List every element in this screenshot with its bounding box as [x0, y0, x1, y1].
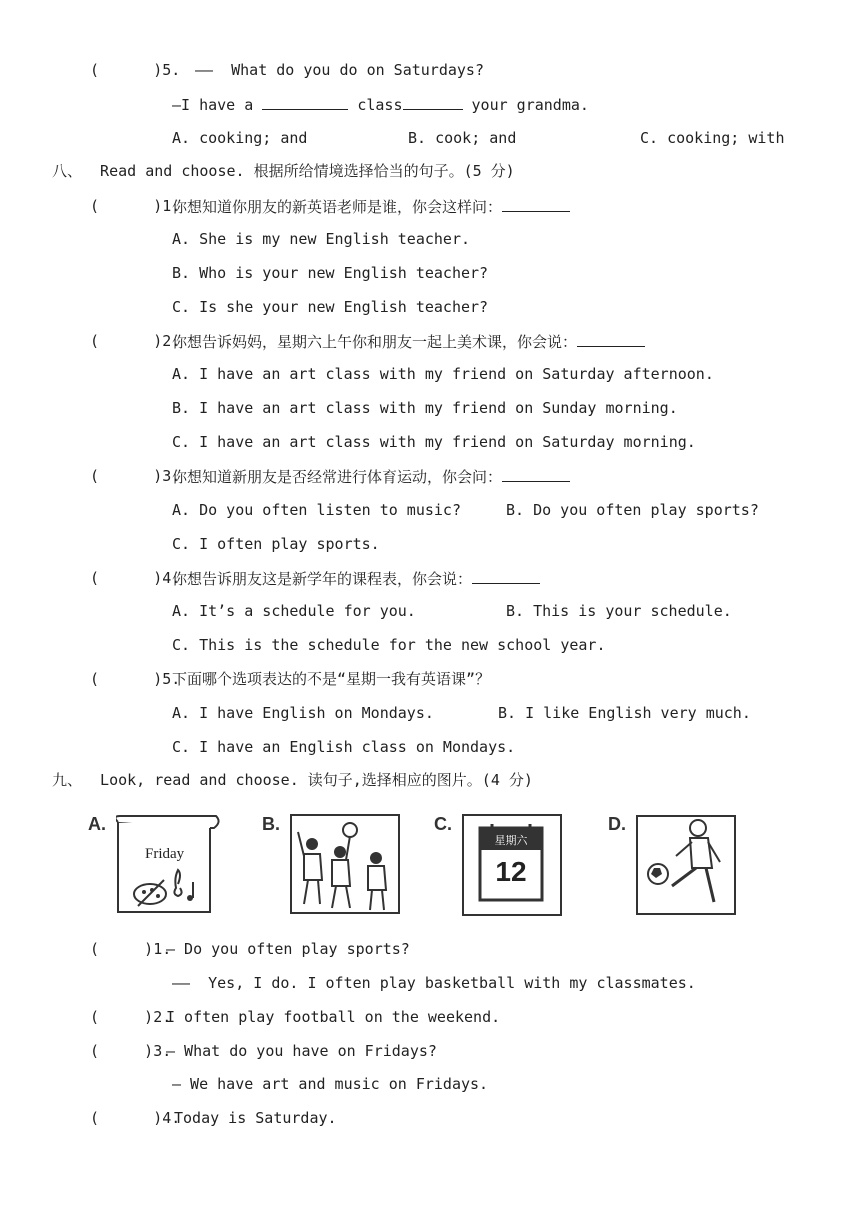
calendar-date: 12 — [495, 856, 527, 887]
s8-q4-option-a: A. It’s a schedule for you. — [172, 602, 416, 620]
s8-q2-option-a: A. I have an art class with my friend on Saturday afternoon. — [172, 365, 714, 383]
s8-q1-number: ( )1. — [90, 197, 181, 215]
picture-d-letter: D. — [608, 814, 626, 834]
s9-q1-number: ( )1. — [90, 940, 172, 958]
s9-q4-sentence: Today is Saturday. — [174, 1109, 337, 1127]
s9-q3-answer: — We have art and music on Fridays. — [172, 1075, 489, 1093]
s8-q5-prompt: 下面哪个选项表达的不是“星期一我有英语课”？ — [172, 670, 491, 688]
s8-q2-number: ( )2. — [90, 332, 181, 350]
s8-q2-option-c: C. I have an art class with my friend on Saturday morning. — [172, 433, 696, 451]
s8-q4-prompt — [172, 568, 540, 589]
s8-q3-prompt — [172, 466, 570, 487]
s8-q3-number: ( )3. — [90, 467, 181, 485]
s8-q4-number: ( )4. — [90, 569, 181, 587]
picture-d — [608, 812, 748, 918]
answer-blank[interactable] — [577, 331, 645, 347]
picture-b — [262, 812, 402, 918]
picture-a-letter: A. — [88, 814, 106, 834]
picture-a-word: Friday — [145, 846, 185, 862]
s8-q5-option-c: C. I have an English class on Mondays. — [172, 738, 516, 756]
s8-q1-text: 你想知道你朋友的新英语老师是谁，你会这样问： — [172, 198, 503, 216]
q7-5-answer — [172, 94, 589, 115]
s8-q5-option-b: B. I like English very much. — [498, 704, 751, 722]
basketball-players-icon — [290, 814, 400, 916]
answer-blank[interactable] — [262, 94, 348, 110]
s8-q3-option-a: A. Do you often listen to music? — [172, 501, 461, 519]
s8-q4-text: 你想告诉朋友这是新学年的课程表，你会说： — [172, 570, 473, 588]
picture-b-letter: B. — [262, 814, 280, 834]
s9-q2-sentence: I often play football on the weekend. — [166, 1008, 501, 1026]
s8-q2-prompt — [172, 331, 645, 352]
football-player-icon — [636, 812, 736, 916]
schedule-scroll-icon — [116, 814, 224, 916]
s9-q3-number: ( )3. — [90, 1042, 172, 1060]
q7-5-option-c: C. cooking; with — [640, 129, 785, 147]
s9-q2-number: ( )2. — [90, 1008, 172, 1026]
q7-5-answer-part-a: —I have a — [172, 96, 254, 114]
s8-q2-text: 你想告诉妈妈，星期六上午你和朋友一起上美术课，你会说： — [172, 333, 578, 351]
s8-q3-text: 你想知道新朋友是否经常进行体育运动，你会问： — [172, 468, 503, 486]
q7-5-question: —— What do you do on Saturdays? — [195, 61, 484, 79]
answer-blank[interactable] — [403, 94, 463, 110]
s8-q5-option-a: A. I have English on Mondays. — [172, 704, 434, 722]
answer-blank[interactable] — [472, 568, 540, 584]
s8-q5-number: ( )5. — [90, 670, 181, 688]
picture-a — [88, 812, 228, 918]
s8-q1-prompt — [172, 196, 570, 217]
s8-q3-option-c: C. I often play sports. — [172, 535, 380, 553]
s8-q1-option-c: C. Is she your new English teacher? — [172, 298, 489, 316]
picture-c-letter: C. — [434, 814, 452, 834]
picture-c — [434, 812, 574, 918]
q7-5-answer-part-b: class — [357, 96, 403, 114]
s9-q4-number: ( )4. — [90, 1109, 181, 1127]
s8-q3-option-b: B. Do you often play sports? — [506, 501, 759, 519]
s8-q1-option-b: B. Who is your new English teacher? — [172, 264, 489, 282]
s9-q1-question: — Do you often play sports? — [166, 940, 410, 958]
q7-5-option-b: B. cook; and — [408, 129, 517, 147]
answer-blank[interactable] — [502, 466, 570, 482]
s8-q4-option-b: B. This is your schedule. — [506, 602, 732, 620]
q7-5-option-a: A. cooking; and — [172, 129, 308, 147]
answer-blank[interactable] — [502, 196, 570, 212]
s8-q4-option-c: C. This is the schedule for the new school year. — [172, 636, 606, 654]
s9-q3-question: — What do you have on Fridays? — [166, 1042, 437, 1060]
s8-q2-option-b: B. I have an art class with my friend on Sunday morning. — [172, 399, 678, 417]
section-9-heading: 九、 Look, read and choose. 读句子,选择相应的图片。(4 分) — [52, 771, 533, 789]
s8-q1-option-a: A. She is my new English teacher. — [172, 230, 471, 248]
section-8-heading: 八、 Read and choose. 根据所给情境选择恰当的句子。(5 分) — [52, 162, 515, 180]
calendar-day-label: 星期六 — [494, 834, 528, 847]
q7-5-number: ( )5. — [90, 61, 181, 79]
s9-q1-answer: —— Yes, I do. I often play basketball with my classmates. — [172, 974, 696, 992]
q7-5-answer-part-c: your grandma. — [471, 96, 589, 114]
